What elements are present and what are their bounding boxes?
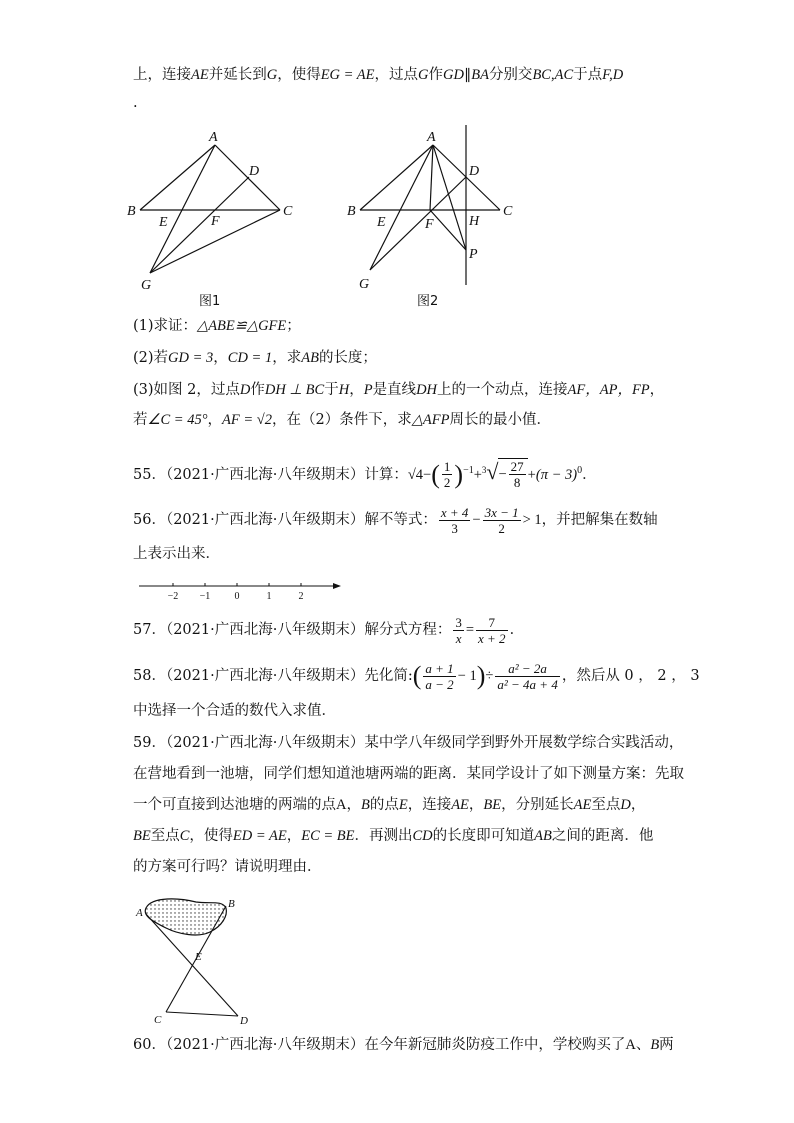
fraction-numerator: 7 bbox=[476, 615, 508, 631]
math: , bbox=[550, 67, 555, 83]
fraction-numerator: a² − 2a bbox=[495, 661, 559, 677]
text: ，求 bbox=[272, 350, 302, 366]
text: 作 bbox=[428, 67, 444, 83]
label-A: A bbox=[136, 907, 143, 919]
text: (2)若 bbox=[133, 350, 169, 366]
text: 、 bbox=[635, 1037, 651, 1053]
text: 于 bbox=[324, 382, 339, 398]
tick-label: 0 bbox=[234, 591, 240, 602]
tick-label: −1 bbox=[199, 591, 211, 602]
fraction-numerator: 3x − 1 bbox=[484, 504, 519, 520]
label-D: D bbox=[469, 164, 480, 179]
text: ， bbox=[213, 350, 228, 366]
tick-label: 2 bbox=[298, 591, 304, 602]
math: BA bbox=[471, 67, 489, 83]
text: 的长度； bbox=[318, 350, 377, 366]
pond-shape bbox=[145, 899, 226, 935]
math: ∥ bbox=[463, 67, 472, 83]
q59-line2: 在营地看到一池塘，同学们想知道池塘两端的距离．某同学设计了如下测量方案：先取 bbox=[133, 766, 684, 782]
text: ， bbox=[630, 797, 646, 813]
text: 上的一个动点，连接 bbox=[437, 382, 568, 398]
label-G: G bbox=[359, 277, 370, 292]
label-B: B bbox=[347, 204, 356, 219]
text: 的长度即可知道 bbox=[432, 828, 535, 844]
fraction-numerator: x + 4 bbox=[440, 504, 469, 520]
fraction-denominator: 8 bbox=[513, 475, 521, 491]
axis-arrow-icon bbox=[333, 583, 341, 589]
text: ， bbox=[346, 797, 361, 813]
q56-line2: 上表示出来． bbox=[133, 546, 220, 562]
figure-1 bbox=[125, 125, 315, 315]
math: − bbox=[423, 466, 432, 483]
math: △AFP bbox=[411, 412, 450, 428]
text: ，连接 bbox=[407, 797, 452, 813]
text: 上，连接 bbox=[133, 67, 191, 83]
math: ∠C = 45° bbox=[147, 412, 208, 428]
label-C: C bbox=[283, 204, 293, 219]
math: AE bbox=[191, 67, 209, 83]
pond-figure bbox=[130, 892, 270, 1028]
segment-AG bbox=[370, 145, 433, 270]
tick-label: −2 bbox=[167, 591, 179, 602]
text: ，使得 bbox=[189, 828, 233, 844]
text: ，并把解集在数轴 bbox=[541, 512, 658, 528]
q54-part3-line1 bbox=[133, 379, 663, 401]
math: BE bbox=[483, 797, 502, 813]
math: G bbox=[266, 67, 278, 83]
q59-line1: 59．（2021·广西北海·八年级期末）某中学八年级同学到野外开展数学综合实践活动， bbox=[133, 735, 684, 751]
segment-CD bbox=[166, 1012, 238, 1016]
text: 至点 bbox=[591, 797, 621, 813]
math: D bbox=[620, 797, 631, 813]
segment-FP bbox=[430, 210, 466, 250]
math: ÷ bbox=[485, 668, 494, 684]
label-D: D bbox=[249, 164, 260, 179]
math: C bbox=[179, 828, 190, 844]
math: CD bbox=[412, 828, 433, 844]
q59-line5: 的方案可行吗？请说明理由． bbox=[133, 859, 322, 875]
math: E bbox=[398, 797, 408, 813]
math: √4 bbox=[407, 466, 424, 483]
math: ED = AE bbox=[232, 828, 287, 844]
math: △ABE≌△GFE bbox=[197, 318, 287, 334]
label-E: E bbox=[377, 215, 386, 230]
math: P bbox=[363, 382, 373, 398]
question-label: 55．（2021·广西北海·八年级期末）计算： bbox=[133, 466, 408, 483]
text: ，在（2）条件下，求 bbox=[271, 412, 412, 428]
q58-line2: 中选择一个合适的数代入求值． bbox=[133, 703, 336, 719]
root-index: 3 bbox=[481, 465, 487, 475]
text: ．再测出 bbox=[354, 828, 413, 844]
label-E: E bbox=[195, 951, 202, 963]
math: B bbox=[650, 1037, 660, 1053]
math: (π − 3) bbox=[535, 466, 578, 483]
label-A: A bbox=[209, 130, 218, 145]
math: AE bbox=[451, 797, 469, 813]
text: 是直线 bbox=[372, 382, 417, 398]
segment-AB bbox=[140, 145, 215, 210]
math: A bbox=[625, 1037, 636, 1053]
label-C: C bbox=[154, 1014, 162, 1026]
text: ， bbox=[349, 382, 364, 398]
text: ，然后从 0 ， 2 ， 3 bbox=[561, 668, 700, 684]
fraction-numerator: a + 1 bbox=[425, 660, 454, 676]
math: EC = BE bbox=[301, 828, 355, 844]
fraction-denominator: 2 bbox=[443, 475, 451, 491]
math: + bbox=[527, 466, 536, 483]
figure-2 bbox=[345, 125, 535, 315]
text: 作 bbox=[250, 382, 265, 398]
fraction-numerator: 3 bbox=[455, 614, 462, 630]
label-A: A bbox=[427, 130, 436, 145]
exponent: 0 bbox=[577, 465, 583, 476]
text: ． bbox=[509, 622, 525, 638]
text: ，使得 bbox=[277, 67, 321, 83]
q59-line3 bbox=[133, 794, 663, 816]
label-E: E bbox=[159, 215, 168, 230]
math: BE bbox=[133, 828, 151, 844]
fraction-denominator: a² − 4a + 4 bbox=[497, 676, 558, 692]
fraction-denominator: a − 2 bbox=[425, 676, 454, 692]
label-D: D bbox=[240, 1015, 248, 1027]
text: ， bbox=[207, 412, 223, 428]
text: ， bbox=[286, 828, 302, 844]
text: 并延长到 bbox=[208, 67, 267, 83]
q54-part3-line2 bbox=[133, 409, 663, 431]
q57 bbox=[133, 612, 663, 648]
question-label: 58．（2021·广西北海·八年级期末）先化简: bbox=[133, 668, 413, 684]
text: 分别交 bbox=[488, 67, 533, 83]
math: − bbox=[472, 512, 481, 528]
number-line bbox=[137, 578, 347, 604]
fraction-numerator: 27 bbox=[510, 459, 524, 475]
text: ，分别延长 bbox=[501, 797, 574, 813]
math: H bbox=[338, 382, 350, 398]
fraction-denominator: 2 bbox=[498, 520, 505, 536]
math: D bbox=[239, 382, 251, 398]
fraction-numerator: 1 bbox=[443, 459, 451, 475]
fraction-denominator: 3 bbox=[451, 520, 458, 536]
label-B: B bbox=[127, 204, 136, 219]
exponent: −1 bbox=[463, 465, 474, 476]
text: ； bbox=[286, 318, 301, 334]
text: (3)如图 2，过点 bbox=[133, 382, 240, 398]
math: AF = √2 bbox=[222, 412, 272, 428]
text: ，过点 bbox=[374, 67, 419, 83]
question-label: 57．（2021·广西北海·八年级期末）解分式方程： bbox=[133, 622, 452, 638]
segment-AG bbox=[150, 145, 215, 273]
tick-label: 1 bbox=[266, 591, 272, 602]
math: GD bbox=[443, 67, 464, 83]
math: EG = AE bbox=[320, 67, 375, 83]
math: > 1 bbox=[522, 512, 542, 528]
math: AE bbox=[573, 797, 592, 813]
math: − bbox=[498, 466, 507, 483]
math: DH ⊥ BC bbox=[264, 382, 325, 398]
intro-line-1 bbox=[133, 64, 663, 86]
label-B: B bbox=[228, 898, 235, 910]
math: A bbox=[336, 797, 347, 813]
q58-line1: 58．（2021·广西北海·八年级期末）先化简:( $\frac{a + 1}{a - 2}$ − 1)÷ $\frac{\text{a² − 2a}}{\text{a² − 4a + 4}}$ ，然后从 0 ， 2 ， 3 bbox=[133, 660, 700, 692]
text: 的点 bbox=[369, 797, 399, 813]
math: GD = 3 bbox=[168, 350, 214, 366]
text: 之间的距离．他 bbox=[551, 828, 654, 844]
label-H: H bbox=[469, 214, 480, 229]
q54-part1 bbox=[133, 315, 663, 337]
math: B bbox=[360, 797, 370, 813]
math: AB bbox=[301, 350, 319, 366]
math: AB bbox=[534, 828, 552, 844]
label-F: F bbox=[211, 214, 220, 229]
math: = bbox=[465, 622, 475, 638]
label-C: C bbox=[503, 204, 513, 219]
math: + bbox=[473, 466, 482, 483]
text: 至点 bbox=[150, 828, 180, 844]
q54-part2 bbox=[133, 347, 663, 369]
text: (1)求证： bbox=[133, 318, 198, 334]
math: AF，AP，FP bbox=[567, 382, 650, 398]
text: ， bbox=[649, 382, 665, 398]
caption-fig2: 图2 bbox=[417, 294, 439, 309]
text: ． bbox=[582, 466, 597, 483]
text: 一个可直接到达池塘的两端的点 bbox=[133, 797, 336, 813]
question-label: 56．（2021·广西北海·八年级期末）解不等式： bbox=[133, 512, 437, 528]
label-P: P bbox=[469, 247, 478, 262]
text: 若 bbox=[133, 412, 148, 428]
text: ， bbox=[468, 797, 484, 813]
fraction-denominator: x + 2 bbox=[478, 630, 506, 646]
label-F: F bbox=[425, 217, 434, 232]
math: CD = 1 bbox=[227, 350, 273, 366]
math: − 1 bbox=[457, 668, 477, 684]
math: G bbox=[418, 67, 429, 83]
math: F,D bbox=[602, 67, 624, 83]
q56-line1 bbox=[133, 502, 663, 538]
segment-AF bbox=[430, 145, 433, 210]
text: 于点 bbox=[573, 67, 603, 83]
math: BC bbox=[532, 67, 551, 83]
question-label: 60．（2021·广西北海·八年级期末）在今年新冠肺炎防疫工作中，学校购买了 bbox=[133, 1037, 626, 1053]
fraction-denominator: x bbox=[455, 630, 462, 646]
caption-fig1: 图1 bbox=[199, 294, 221, 309]
q59-line4 bbox=[133, 825, 663, 847]
text: 两 bbox=[659, 1037, 674, 1053]
q55: 55．（2021·广西北海·八年级期末）计算：√4−( $\frac{1}{2}$ )$^{-1}$+$^3$√− $\frac{27}{8}$ $+(\pi - 3)^0$． bbox=[133, 458, 597, 491]
intro-line-2: . bbox=[133, 95, 138, 111]
math: AC bbox=[554, 67, 574, 83]
math: DH bbox=[416, 382, 438, 398]
q60 bbox=[133, 1034, 674, 1056]
segment-AB bbox=[360, 145, 433, 210]
text: 周长的最小值． bbox=[449, 412, 551, 428]
label-G: G bbox=[141, 278, 152, 293]
